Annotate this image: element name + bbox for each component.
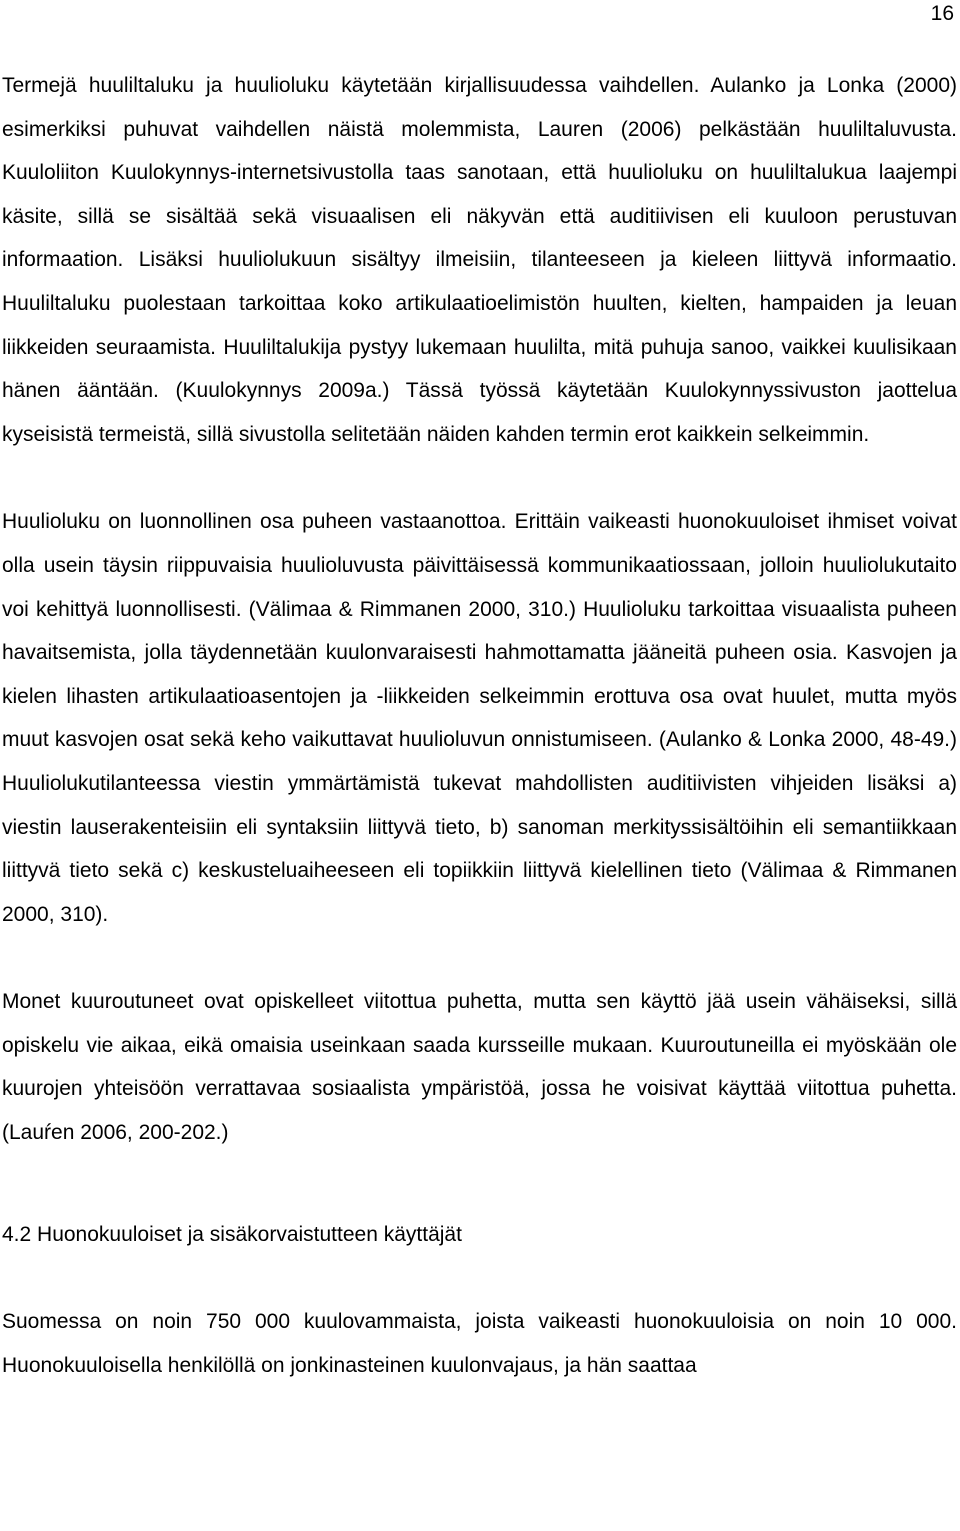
document-body — [2, 64, 957, 1387]
section-heading: 4.2 Huonokuuloiset ja sisäkorvaistutteen käyttäjät — [2, 1222, 462, 1246]
paragraph-signed-speech: Monet kuuroutuneet ovat opiskelleet viitottua puhetta, mutta sen käyttö jää usein vähäiseksi, sillä opiskelu vie aikaa, eikä omaisia useinkaan saada kursseille mukaan. Kuuroutuneilla ei myöskään ole kuurojen yhteisöön verrattavaa sosiaalista ympäristöä, jossa he voisivat käyttää viitottua puhetta. (Lauŕen 2006, 200-202.) — [2, 990, 957, 1145]
paragraph-hearing-impaired-count: Suomessa on noin 750 000 kuulovammaista, joista vaikeasti huonokuuloisia on noin 10 000. Huonokuuloisella henkilöllä on jonkinasteinen kuulonvajaus, ja hän saattaa — [2, 1310, 957, 1377]
paragraph-lip-reading-perception: Huulioluku on luonnollinen osa puheen vastaanottoa. Erittäin vaikeasti huonokuuloiset ihmiset voivat olla usein täysin riippuvaisia huulioluvusta päivittäisessä kommunikaatiossaan, jolloin huuliolukutaito voi kehittyä luonnollisesti. (Välimaa & Rimmanen 2000, 310.) Huulioluku tarkoittaa visuaalista puheen havaitsemista, jolla täydennetään kuulonvaraisesti hahmottamatta jääneitä puheen osia. Kasvojen ja kielen lihasten artikulaatioasentojen ja -liikkeiden selkeimmin erottuva osa ovat huulet, mutta myös muut kasvojen osat sekä keho vaikuttavat huulioluvun onnistumiseen. (Aulanko & Lonka 2000, 48-49.) Huuliolukutilanteessa viestin ymmärtämistä tukevat mahdollisten auditiivisten vihjeiden lisäksi a) viestin lauserakenteisiin eli syntaksiin liittyvä tieto, b) sanoman merkityssisältöihin eli semantiikkaan liittyvä tieto sekä c) keskusteluaiheeseen eli topiikkiin liittyvä kielellinen tieto (Välimaa & Rimmanen 2000, 310). — [2, 510, 957, 926]
paragraph-lip-reading-terms: Termejä huuliltaluku ja huulioluku käytetään kirjallisuudessa vaihdellen. Aulanko ja Lonka (2000) esimerkiksi puhuvat vaihdellen näistä molemmista, Lauren (2006) pelkästään huuliltaluvusta. Kuuloliiton Kuulokynnys-internetsivustolla taas sanotaan, että huulioluku on huuliltalukua laajempi käsite, sillä se sisältää sekä visuaalisen eli näkyvän että auditiivisen eli kuuloon perustuvan informaation. Lisäksi huuliolukuun sisältyy ilmeisiin, tilanteeseen ja kieleen liittyvä informaatio. Huuliltaluku puolestaan tarkoittaa koko artikulaatioelimistön huulten, kielten, hampaiden ja leuan liikkeiden seuraamista. Huuliltalukija pystyy lukemaan huulilta, mitä puhuja sanoo, vaikkei kuulisikaan hänen ääntään. (Kuulokynnys 2009a.) Tässä työssä käytetään Kuulokynnyssivuston jaottelua kyseisistä termeistä, sillä sivustolla selitetään näiden kahden termin erot kaikkein selkeimmin. — [2, 74, 957, 446]
page-number: 16 — [930, 2, 954, 25]
